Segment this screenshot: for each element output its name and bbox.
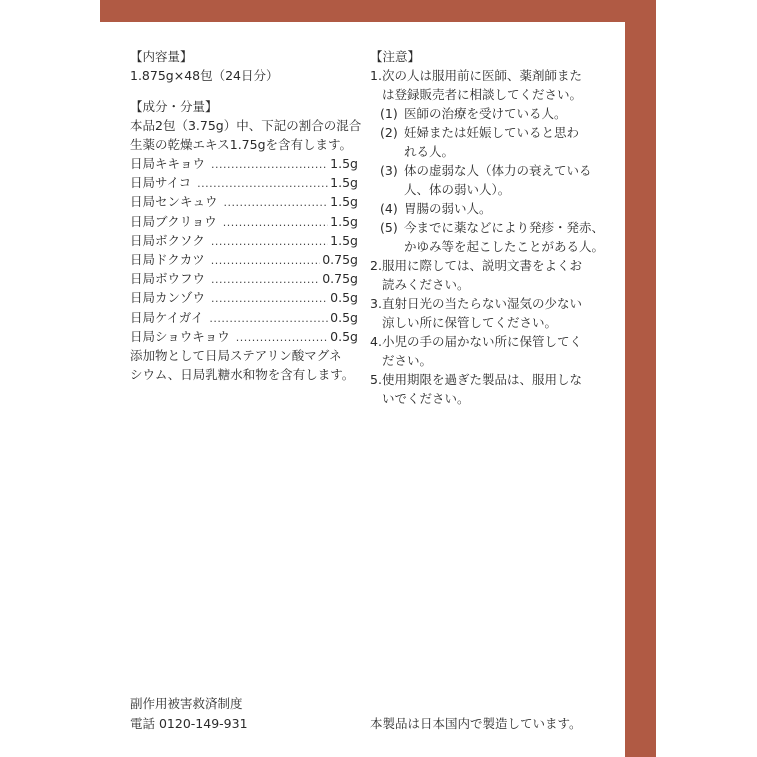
ingredient-amount: 1.5g xyxy=(330,232,358,248)
ingredient-amount: 0.75g xyxy=(322,251,358,267)
ingredient-row xyxy=(130,154,358,173)
caution-number: 2. xyxy=(370,258,382,273)
caution-text: 読みください。 xyxy=(381,277,470,292)
caution-number: 4. xyxy=(370,334,382,349)
caution-item xyxy=(370,66,615,104)
ingredient-amount: 0.5g xyxy=(330,309,358,325)
ingredient-row xyxy=(130,269,358,288)
caution-item xyxy=(370,294,615,332)
caution-subitem xyxy=(370,123,615,161)
ingredient-amount: 0.75g xyxy=(322,271,358,287)
caution-subitem xyxy=(370,104,615,123)
ingredient-row xyxy=(130,212,358,231)
ingredient-row xyxy=(130,308,358,327)
ingredient-amount: 1.5g xyxy=(330,213,358,229)
caution-text: 直射日光の当たらない湿気の少ない xyxy=(381,296,582,311)
caution-text: は登録販売者に相談してください。 xyxy=(381,87,582,102)
relief-system-title: 副作用被害救済制度 xyxy=(130,696,243,711)
ingredient-amount: 1.5g xyxy=(330,156,358,171)
ingredient-name: 日局キキョウ xyxy=(130,156,206,171)
ingredient-name: 日局カンゾウ xyxy=(130,290,206,306)
relief-system-phone: 電話 0120-149-931 xyxy=(130,716,248,731)
subitem-text: れる人。 xyxy=(404,144,455,159)
ingredient-row xyxy=(130,327,358,346)
subitem-text: 今までに薬などにより発疹・発赤、 xyxy=(404,220,605,235)
subitem-number: (3) xyxy=(380,163,398,178)
cautions-heading: 【注意】 xyxy=(370,49,421,64)
additives-line: シウム、日局乳糖水和物を含有します。 xyxy=(130,366,355,382)
ingredient-row xyxy=(130,288,358,307)
top-accent-band xyxy=(100,0,656,22)
ingredient-list xyxy=(130,154,358,346)
ingredient-name: 日局サイコ xyxy=(130,175,192,191)
caution-text: 次の人は服用前に医師、薬剤師また xyxy=(381,68,582,83)
ingredient-row xyxy=(130,192,358,211)
caution-number: 3. xyxy=(370,296,382,311)
contents-value: 1.875g×48包（24日分） xyxy=(130,68,279,83)
ingredient-name: 日局ケイガイ xyxy=(130,309,204,325)
subitem-text: 体の虚弱な人（体力の衰えている xyxy=(404,163,592,178)
additives-line: 添加物として日局ステアリン酸マグネ xyxy=(130,347,342,363)
ingredient-row xyxy=(130,250,358,269)
caution-number: 5. xyxy=(370,372,382,387)
contents-heading: 【内容量】 xyxy=(130,49,193,64)
left-column xyxy=(130,47,362,384)
caution-subitem xyxy=(370,218,615,256)
ingredients-intro-line: 本品2包（3.75g）中、下記の割合の混合 xyxy=(130,118,362,133)
caution-text: 涼しい所に保管してください。 xyxy=(381,315,557,330)
subitem-text: 妊婦または妊娠していると思わ xyxy=(404,125,580,140)
right-accent-band xyxy=(625,0,656,757)
caution-text: 使用期限を過ぎた製品は、服用しな xyxy=(381,372,582,387)
ingredients-intro-line: 生薬の乾燥エキス1.75gを含有します。 xyxy=(130,137,353,152)
ingredient-amount: 1.5g xyxy=(330,194,358,210)
right-column xyxy=(370,47,615,408)
subitem-number: (1) xyxy=(380,106,398,121)
relief-system-block xyxy=(130,694,248,734)
ingredient-amount: 0.5g xyxy=(330,290,358,306)
ingredient-row xyxy=(130,231,358,250)
ingredient-amount: 0.5g xyxy=(330,328,358,344)
made-in-japan-note: 本製品は日本国内で製造しています。 xyxy=(370,716,582,731)
caution-text: ださい。 xyxy=(381,353,432,368)
caution-text: 小児の手の届かない所に保管してく xyxy=(381,334,582,349)
caution-subitem xyxy=(370,199,615,218)
subitem-number: (2) xyxy=(380,125,398,140)
ingredient-name: 日局ブクリョウ xyxy=(130,213,217,229)
subitem-text: かゆみ等を起こしたことがある人。 xyxy=(404,239,605,254)
caution-text: 服用に際しては、説明文書をよくお xyxy=(381,258,582,273)
caution-number: 1. xyxy=(370,68,382,83)
ingredients-heading: 【成分・分量】 xyxy=(130,99,218,114)
ingredient-amount: 1.5g xyxy=(330,175,358,191)
subitem-text: 人、体の弱い人）。 xyxy=(404,182,511,197)
caution-text: いでください。 xyxy=(381,391,470,406)
subitem-text: 胃腸の弱い人。 xyxy=(404,201,492,216)
subitem-number: (5) xyxy=(380,220,398,235)
ingredient-name: 日局ドクカツ xyxy=(130,251,205,267)
ingredient-name: 日局センキュウ xyxy=(130,194,218,210)
caution-subitem xyxy=(370,161,615,199)
caution-item xyxy=(370,370,615,408)
subitem-number: (4) xyxy=(380,201,398,216)
ingredient-name: 日局ショウキョウ xyxy=(130,328,230,344)
subitem-text: 医師の治療を受けている人。 xyxy=(404,106,567,121)
ingredient-row xyxy=(130,173,358,192)
caution-item xyxy=(370,256,615,294)
ingredient-name: 日局ボウフウ xyxy=(130,271,206,287)
ingredient-name: 日局ボクソク xyxy=(130,232,205,248)
caution-item xyxy=(370,332,615,370)
